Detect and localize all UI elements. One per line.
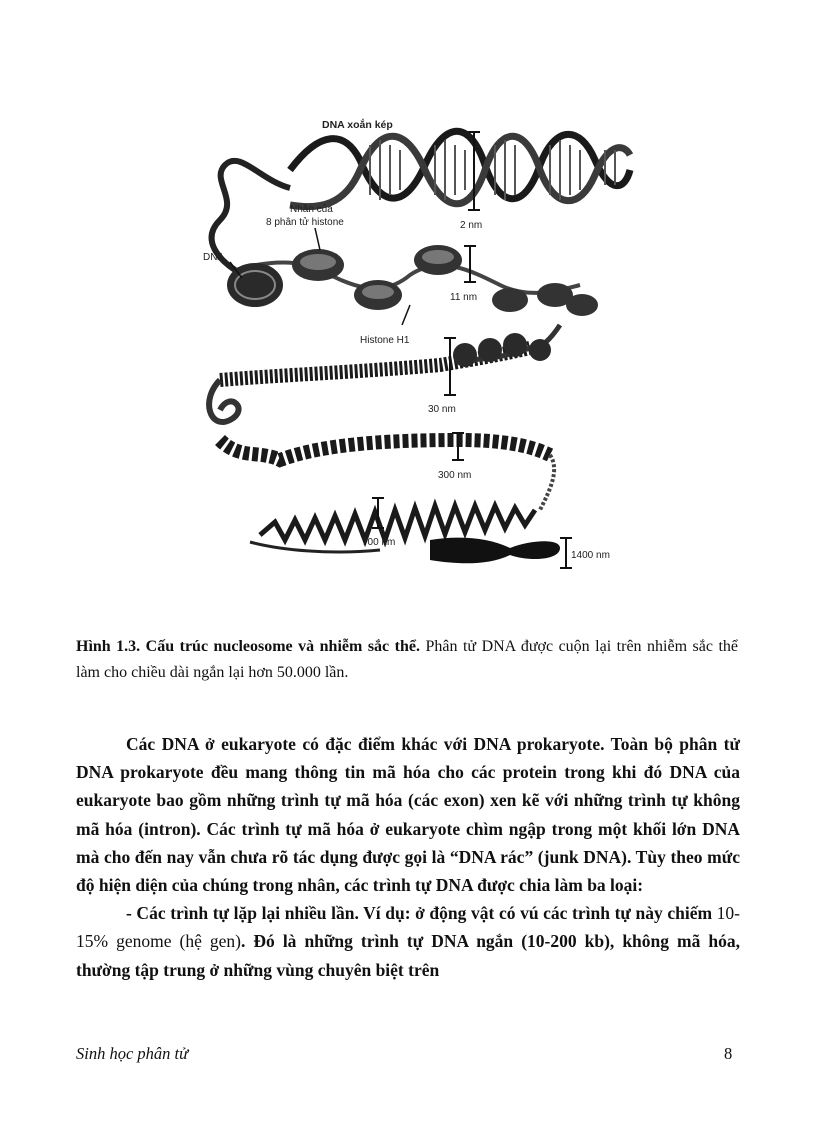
label-histone-h1: Histone H1 [360,335,410,346]
page-number: 8 [724,1044,733,1063]
paragraph-2-part-1: - Các trình tự lặp lại nhiều lần. Ví dụ: ở động vật có vú các trình tự này chiếm [126,903,717,924]
label-histone-core: Nhân của [290,204,333,215]
label-700nm: 700 nm [362,537,396,548]
body-text [76,730,740,984]
footer-book-title: Sinh học phân tử [76,1044,189,1063]
chromatin-figure [180,110,640,580]
label-histone-core-2: 8 phân tử histone [266,217,344,228]
looped-domain-illustration [220,440,554,510]
caption-title: Hình 1.3. Cấu trúc nucleosome và nhiễm sắc thể. [76,638,420,655]
label-11nm: 11 nm [450,292,478,303]
dna-double-helix-illustration [212,131,630,270]
paragraph-2-plain: 10-15% genome (hệ gen) [76,903,740,952]
label-dna: DNA [203,252,225,263]
caption-text: Phân tử DNA được cuộn lại trên nhiễm sắc thể làm cho chiều dài ngắn lại hơn 50.000 lần. [76,638,738,681]
label-1400nm: 1400 nm [571,550,610,561]
label-2nm: 2 nm [460,220,483,231]
figure-caption [76,634,738,686]
label-dna-double-helix: DNA xoắn kép [322,119,393,131]
paragraph-2 [76,899,740,984]
paragraph-1: Các DNA ở eukaryote có đặc điểm khác với DNA prokaryote. Toàn bộ phân tử DNA prokaryote đều mang thông tin mã hóa cho các protein trong khi đó DNA của eukaryote bao gồm những trình tự mã hóa (các exon) xen kẽ với những trình tự không mã hóa (intron). Các trình tự mã hóa ở eukaryote chìm ngập trong một khối lớn DNA mà cho đến nay vẫn chưa rõ tác dụng được gọi là “DNA rác” (junk DNA). Tùy theo mức độ hiện diện của chúng trong nhân, các trình tự DNA được chia làm ba loại: [76,734,740,896]
chromosome-illustration [430,538,560,564]
paragraph-2-part-2: . Đó là những trình tự DNA ngắn (10-200 kb), không mã hóa, thường tập trung ở những vùng chuyên biệt trên [76,931,740,980]
label-30nm: 30 nm [428,404,456,415]
nucleosome-fiber-illustration [227,245,598,316]
label-300nm: 300 nm [438,470,472,481]
